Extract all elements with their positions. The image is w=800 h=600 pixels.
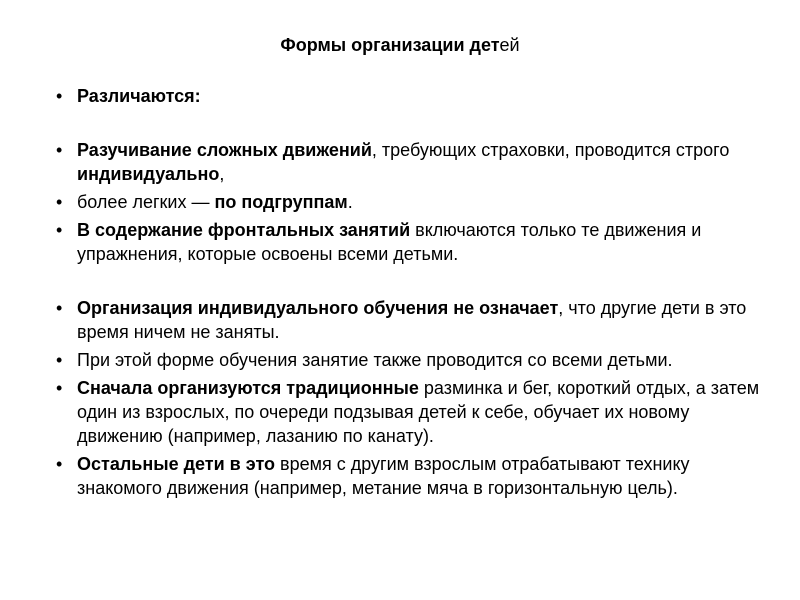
bullet-text	[77, 454, 690, 498]
bullet-marker: •	[56, 454, 63, 474]
slide-title-bold: Формы организации дет	[280, 35, 500, 55]
text-span: более легких —	[77, 192, 215, 212]
bullet-text	[77, 86, 201, 106]
bullet-marker: •	[56, 378, 63, 398]
bullet-marker: •	[56, 86, 63, 106]
bullet-text	[77, 350, 673, 370]
bullet-text	[77, 378, 759, 446]
text-span: , что другие дети в это время ничем не заняты.	[77, 298, 747, 342]
bold-text-span: Организация индивидуального обучения не означает	[77, 298, 559, 318]
bold-text-span: индивидуально	[77, 164, 220, 184]
bullet-marker: •	[56, 192, 63, 212]
bullet-item	[56, 348, 776, 372]
bullet-list	[56, 84, 776, 504]
text-span: ,	[219, 164, 225, 184]
bullet-marker: •	[56, 220, 63, 240]
bullet-text	[77, 140, 729, 184]
bullet-text	[77, 298, 746, 342]
bullet-item	[56, 452, 776, 500]
bullet-item	[56, 218, 776, 266]
bullet-item	[56, 296, 776, 344]
slide-title	[0, 35, 800, 56]
bold-text-span: В содержание фронтальных занятий	[77, 220, 411, 240]
bold-text-span: Разучивание сложных движений	[77, 140, 372, 160]
bullet-item	[56, 138, 776, 186]
text-span: .	[347, 192, 353, 212]
bullet-text	[77, 220, 701, 264]
bullet-marker: •	[56, 140, 63, 160]
bullet-marker: •	[56, 350, 63, 370]
bullet-item	[56, 190, 776, 214]
bold-text-span: Сначала организуются традиционные	[77, 378, 419, 398]
text-span: разминка и бег, короткий отдых, а затем один из взрослых, по очереди подзывая детей к себе, обучает их новому движению (например, лазанию по канату).	[77, 378, 760, 446]
text-span: время с другим взрослым отрабатывают технику знакомого движения (например, метание мяча в горизонтальную цель).	[77, 454, 690, 498]
bullet-item	[56, 376, 776, 448]
bold-text-span: Различаются:	[77, 86, 201, 106]
text-span: , требующих страховки, проводится строго	[371, 140, 730, 160]
bold-text-span: Остальные дети в это	[77, 454, 276, 474]
text-span: При этой форме обучения занятие также проводится со всеми детьми.	[77, 350, 673, 370]
bold-text-span: по подгруппам	[214, 192, 348, 212]
bullet-text	[77, 192, 353, 212]
slide-title-rest: ей	[499, 35, 520, 55]
bullet-marker: •	[56, 298, 63, 318]
bullet-item	[56, 84, 776, 108]
text-span: включаются только те движения и упражнения, которые освоены всеми детьми.	[77, 220, 702, 264]
